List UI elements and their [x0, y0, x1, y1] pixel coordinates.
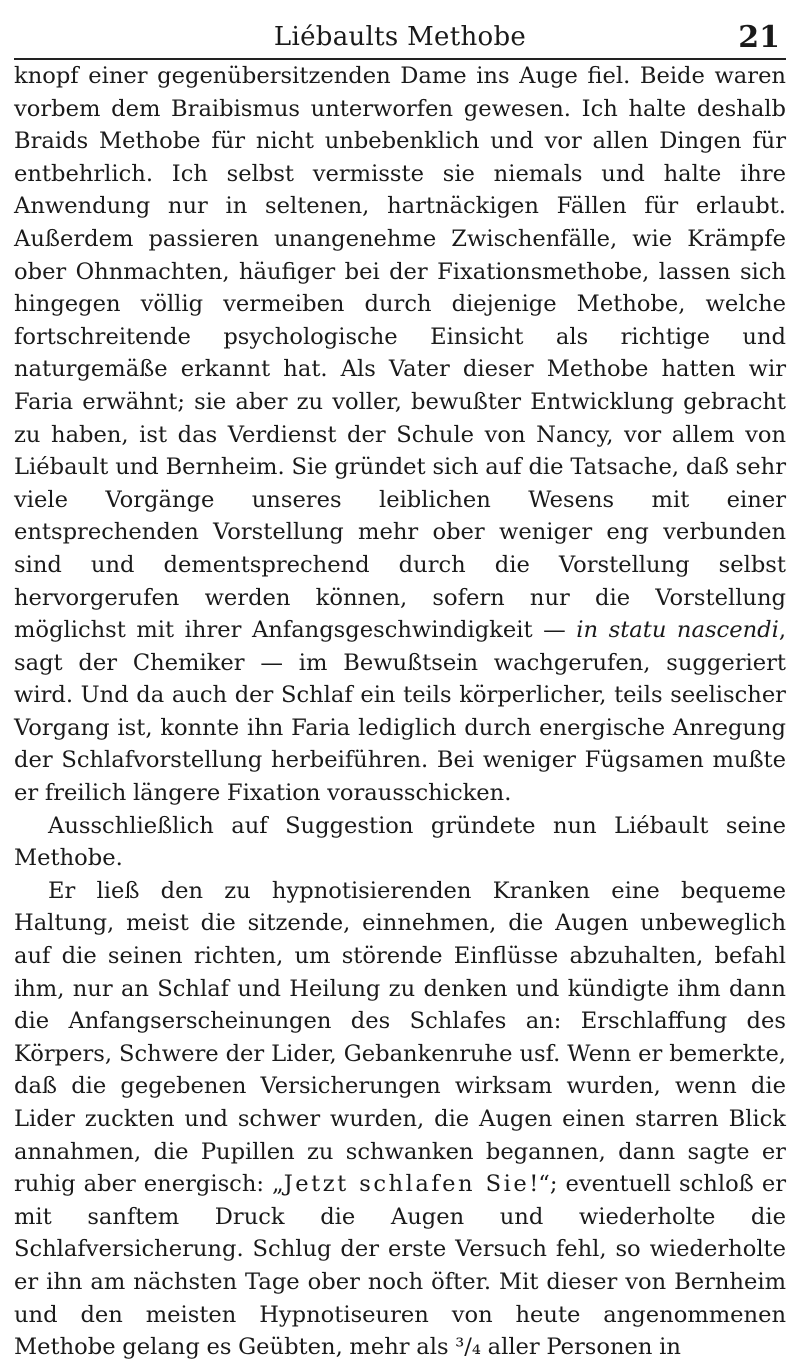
page-header: [14, 0, 786, 60]
body-text: [14, 60, 786, 1364]
paragraph-1-part-a: knopf einer gegenübersitzenden Dame ins Auge fiel. Beide waren vorbem dem Braibismus unterworfen gewesen. Ich halte deshalb Braids Methobe für nicht unbebenklich und vor allen Dingen für entbehrlich. Ich selbst vermisste sie niemals und halte ihre Anwendung nur in seltenen, hartnäckigen Fällen für erlaubt. Außerdem passieren unangenehme Zwischenfälle, wie Krämpfe ober Ohnmachten, häufiger bei der Fixationsmethobe, lassen sich hingegen völlig vermeiben durch diejenige Methobe, welche fortschreitende psychologische Einsicht als richtige und naturgemäße erkannt hat. Als Vater dieser Methobe hatten wir Faria erwähnt; sie aber zu voller, bewußter Entwicklung gebracht zu haben, ist das Verdienst der Schule von Nancy, vor allem von Liébault und Bernheim. Sie gründet sich auf die Tatsache, daß sehr viele Vorgänge unseres leiblichen Wesens mit einer entsprechenden Vorstellung mehr ober weniger eng verbunden sind und dementsprechend durch die Vorstellung selbst hervorgerufen werden können, sofern nur die Vorstellung möglichst mit ihrer Anfangsgeschwindigkeit —: [14, 63, 786, 644]
paragraph-1-part-b: , sagt der Chemiker — im Bewußtsein wachgerufen, suggeriert wird. Und da auch der Schlaf ein teils körperlicher, teils seelischer Vorgang ist, konnte ihn Faria lediglich durch energische Anregung der Schlafvorstellung herbeiführen. Bei weniger Fügsamen mußte er freilich längere Fixation vorausschicken.: [14, 617, 786, 807]
paragraph-3: [14, 875, 786, 1364]
document-page: [14, 0, 786, 1361]
running-title: Liébaults Methobe: [273, 22, 527, 52]
command-phrase: Jetzt schlafen Sie: [283, 1171, 530, 1198]
page-number: 21: [738, 20, 780, 55]
paragraph-3-part-b: !“; eventuell schloß er mit sanftem Druck die Augen und wiederholte die Schlafversicherung. Schlug der erste Versuch fehl, so wiederholte er ihn am nächsten Tage ober noch öfter. Mit dieser von Bernheim und den meisten Hypnotiseuren von heute angenommenen Methobe gelang es Geübten, mehr als ³/₄ aller Personen in: [14, 1171, 786, 1361]
paragraph-1: [14, 60, 786, 810]
latin-phrase: in statu nascendi: [576, 617, 779, 644]
paragraph-3-part-a: Er ließ den zu hypnotisierenden Kranken eine bequeme Haltung, meist die sitzende, einnehmen, die Augen unbeweglich auf die seinen richten, um störende Einflüsse abzuhalten, befahl ihm, nur an Schlaf und Heilung zu denken und kündigte ihm dann die Anfangserscheinungen des Schlafes an: Erschlaffung des Körpers, Schwere der Lider, Gebankenruhe usf. Wenn er bemerkte, daß die gegebenen Versicherungen wirksam wurden, wenn die Lider zuckten und schwer wurden, die Augen einen starren Blick annahmen, die Pupillen zu schwanken begannen, dann sagte er ruhig aber energisch: „: [14, 877, 786, 1198]
paragraph-2: Ausschließlich auf Suggestion gründete nun Liébault seine Methobe.: [14, 812, 786, 872]
